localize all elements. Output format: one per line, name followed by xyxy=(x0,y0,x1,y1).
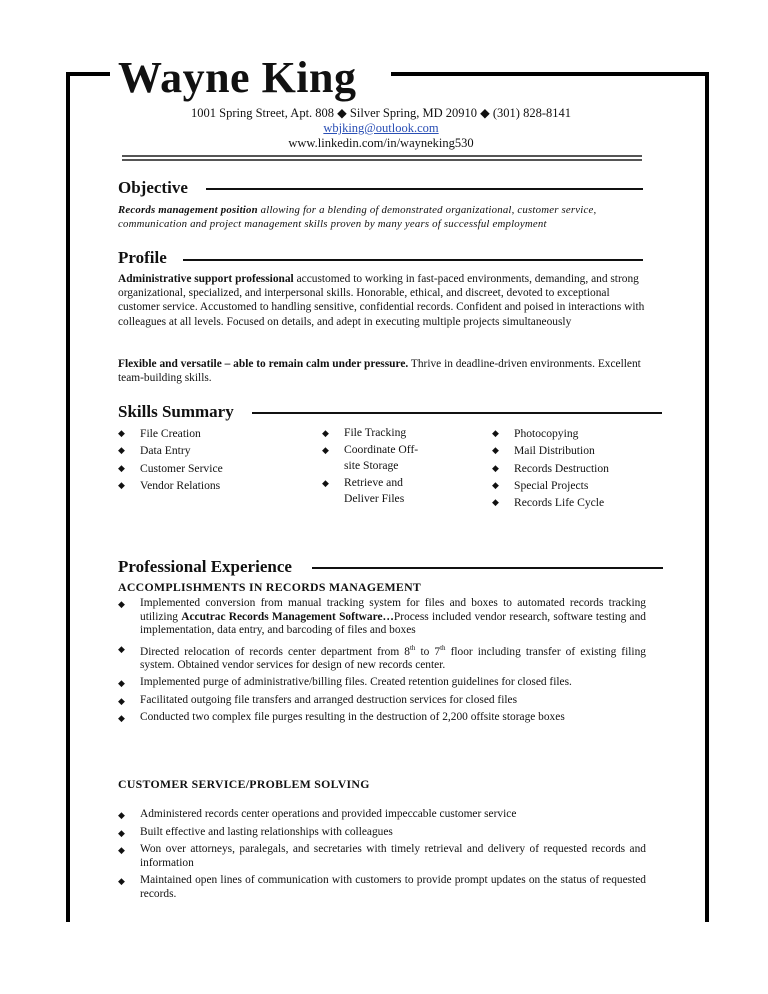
list-item xyxy=(118,676,646,690)
item-text: Implemented purge of administrative/billing files. Created retention guidelines for closed files. xyxy=(140,676,572,689)
contact-email-line xyxy=(118,121,644,136)
frame-left xyxy=(66,72,70,922)
frame-right xyxy=(705,72,709,922)
accomplishments-list xyxy=(118,597,646,729)
bullet-diamond-icon: ◆ xyxy=(118,678,125,689)
skill-item xyxy=(118,425,223,442)
skill-label: Photocopying xyxy=(514,427,579,440)
skill-label: File Tracking xyxy=(344,426,407,439)
skills-column-3 xyxy=(492,425,609,511)
skill-label: Vendor Relations xyxy=(140,478,221,492)
profile-p2-lead: Flexible and versatile – able to remain calm under pressure. xyxy=(118,358,409,370)
bullet-diamond-icon: ◆ xyxy=(118,462,125,473)
bullet-diamond-icon: ◆ xyxy=(118,428,125,438)
skills-column-2 xyxy=(322,425,418,507)
experience-title: Professional Experience xyxy=(118,557,292,576)
item-text: Process included vendor research, software testing and implementation, data entry, and barcoding of files and boxes xyxy=(140,610,646,636)
skill-label: Special Projects xyxy=(514,478,589,492)
objective-rule xyxy=(206,188,643,190)
skill-label-continued: Deliver Files xyxy=(344,492,405,505)
item-text: Administered records center operations and provided impeccable customer service xyxy=(140,808,517,820)
bullet-diamond-icon: ◆ xyxy=(492,462,499,473)
skill-label: File Creation xyxy=(140,427,201,440)
skill-item xyxy=(322,425,418,441)
skill-label: Records Life Cycle xyxy=(514,496,605,510)
bullet-diamond-icon: ◆ xyxy=(118,845,125,855)
ordinal-suffix: th xyxy=(440,643,446,652)
bullet-diamond-icon: ◆ xyxy=(322,428,329,438)
objective-body: allowing for a blending of demonstrated organizational, customer service, communication and project management skills proven by many years of successful employment xyxy=(118,204,597,231)
profile-paragraph-2 xyxy=(118,357,646,385)
list-item xyxy=(118,874,646,901)
skill-item xyxy=(492,477,609,494)
profile-rule xyxy=(183,259,643,261)
bullet-diamond-icon: ◆ xyxy=(118,445,125,456)
skill-item xyxy=(492,425,609,442)
list-item xyxy=(118,711,646,725)
contact-address: 1001 Spring Street, Apt. 808 ◆ Silver Spring, MD 20910 ◆ (301) 828-8141 xyxy=(191,106,571,120)
profile-p1-lead: Administrative support professional xyxy=(118,273,294,285)
skill-item xyxy=(322,442,418,474)
item-text: Implemented conversion from manual tracking system for files and boxes to automated records tracking utilizing xyxy=(140,597,646,623)
item-text: Won over attorneys, paralegals, and secretaries with timely retrieval and delivery of requested records and information xyxy=(140,843,646,869)
skill-label: Mail Distribution xyxy=(514,444,595,458)
item-text: Facilitated outgoing file transfers and arranged destruction services for closed files xyxy=(140,693,518,706)
item-text: Conducted two complex file purges resulting in the destruction of 2,200 offsite storage boxes xyxy=(140,711,565,724)
skill-label: Customer Service xyxy=(140,461,223,475)
skill-label-continued: site Storage xyxy=(344,459,399,472)
bullet-diamond-icon: ◆ xyxy=(118,810,125,820)
list-item xyxy=(118,808,646,822)
bullet-diamond-icon: ◆ xyxy=(492,428,499,438)
bullet-diamond-icon: ◆ xyxy=(322,445,329,455)
list-item xyxy=(118,694,646,708)
bullet-diamond-icon: ◆ xyxy=(322,478,329,488)
skills-title: Skills Summary xyxy=(118,402,234,421)
list-item xyxy=(118,843,646,870)
customer-service-list xyxy=(118,808,646,905)
bullet-diamond-icon: ◆ xyxy=(492,479,499,490)
bullet-diamond-icon: ◆ xyxy=(118,713,125,724)
objective-title: Objective xyxy=(118,178,188,197)
profile-p1-body: accustomed to working in fast-paced environments, demanding, and strong organizational, specialized, and interpersonal skills. Honorable, ethical, and discreet, devoted to exceptional customer service. Accustomed to handling sensitive, confidential records. Confident and poised in interactions with colleagues at all levels. Focused on details, and adept in executing multiple projects simultaneously xyxy=(118,273,645,328)
skill-item xyxy=(118,460,223,477)
email-link[interactable]: wbjking@outlook.com xyxy=(323,121,439,135)
header-rule-top xyxy=(122,155,642,157)
bullet-diamond-icon: ◆ xyxy=(492,445,499,456)
list-item xyxy=(118,826,646,840)
item-text: Directed relocation of records center department from 8 xyxy=(140,645,410,658)
item-text: floor including transfer of existing filing system. Obtained vendor services for design of new records center. xyxy=(140,645,646,671)
item-text: to 7 xyxy=(415,645,441,658)
skill-item xyxy=(118,442,223,459)
skill-label: Records Destruction xyxy=(514,461,609,475)
skill-label: Data Entry xyxy=(140,444,191,458)
skill-label: Coordinate Off- xyxy=(344,443,419,456)
bullet-diamond-icon: ◆ xyxy=(118,695,125,706)
experience-rule xyxy=(312,567,663,569)
skill-item xyxy=(322,475,418,507)
list-item xyxy=(118,642,646,673)
profile-p2-body: Thrive in deadline-driven environments. Excellent team-building skills. xyxy=(118,358,641,385)
skills-column-1 xyxy=(118,425,223,494)
bullet-diamond-icon: ◆ xyxy=(118,643,125,654)
skill-label: Retrieve and xyxy=(344,476,403,489)
skill-item xyxy=(492,442,609,459)
skill-item xyxy=(118,477,223,494)
item-text: Built effective and lasting relationships with colleagues xyxy=(140,825,393,838)
customer-service-subheading: CUSTOMER SERVICE/PROBLEM SOLVING xyxy=(118,777,370,791)
objective-text xyxy=(118,203,646,231)
bullet-diamond-icon: ◆ xyxy=(118,599,125,609)
bullet-diamond-icon: ◆ xyxy=(118,827,125,838)
resume-name: Wayne King xyxy=(118,53,357,102)
contact-linkedin: www.linkedin.com/in/wayneking530 xyxy=(288,136,474,150)
profile-paragraph-1 xyxy=(118,272,646,329)
item-text: Maintained open lines of communication with customers to provide prompt updates on the status of requested records. xyxy=(140,874,646,900)
frame-top-right xyxy=(391,72,709,76)
item-emphasis: Accutrac Records Management Software… xyxy=(181,610,394,623)
objective-lead: Records management position xyxy=(118,204,258,216)
list-item xyxy=(118,597,646,638)
frame-top-left xyxy=(66,72,110,76)
skill-item xyxy=(492,460,609,477)
ordinal-suffix: th xyxy=(409,643,416,652)
bullet-diamond-icon: ◆ xyxy=(118,479,125,490)
header-rule-bottom xyxy=(122,159,642,162)
bullet-diamond-icon: ◆ xyxy=(492,497,499,508)
bullet-diamond-icon: ◆ xyxy=(118,876,125,886)
skill-item xyxy=(492,494,609,511)
skills-rule xyxy=(252,412,662,414)
accomplishments-subheading: ACCOMPLISHMENTS IN RECORDS MANAGEMENT xyxy=(118,580,422,594)
profile-title: Profile xyxy=(118,248,167,267)
